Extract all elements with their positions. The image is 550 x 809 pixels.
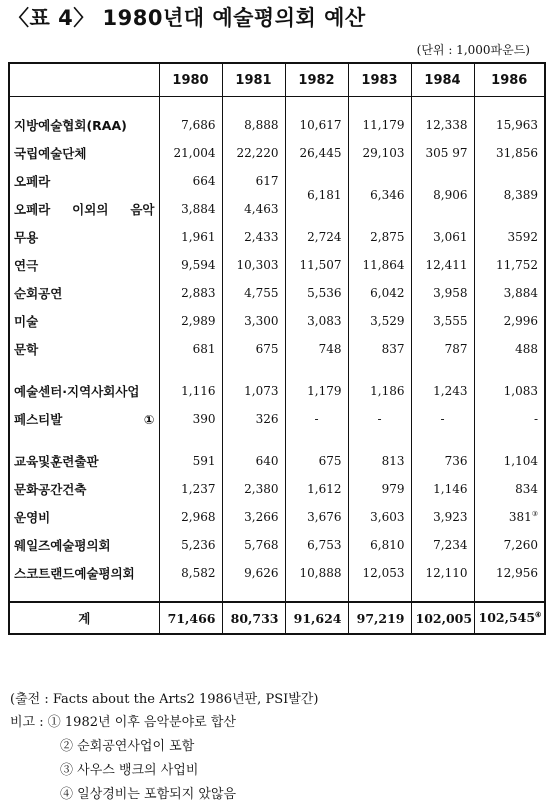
header-row: [9, 63, 545, 97]
table-row: [9, 531, 545, 559]
table-cell: 787: [411, 335, 474, 363]
table-cell: 3,958: [411, 279, 474, 307]
row-label: 무용: [14, 230, 39, 245]
table-row: [9, 307, 545, 335]
table-cell: -: [285, 405, 348, 433]
table-cell: 2,433: [222, 223, 285, 251]
table-cell: 748: [285, 335, 348, 363]
table-cell: 591: [159, 447, 222, 475]
total-cell: 80,733: [222, 602, 285, 634]
cell-value: 102,545: [478, 610, 536, 626]
table-cell: 6,042: [348, 279, 411, 307]
merged-cell: 6,346: [348, 167, 411, 223]
table-cell: 1,612: [285, 475, 348, 503]
table-cell: 6,753: [285, 531, 348, 559]
table-cell: 8,888: [222, 111, 285, 139]
table-cell: 390: [159, 405, 222, 433]
table-cell: 3,923: [411, 503, 474, 531]
merged-cell: 8,906: [411, 167, 474, 223]
header-year: 1981: [222, 63, 285, 97]
table-row: [9, 405, 545, 433]
table-cell: 10,617: [285, 111, 348, 139]
table-cell: 2,989: [159, 307, 222, 335]
table-cell: 488: [474, 335, 545, 363]
table-cell: 3,555: [411, 307, 474, 335]
table-row: [9, 279, 545, 307]
table-cell: 2,380: [222, 475, 285, 503]
table-cell: 1,179: [285, 377, 348, 405]
row-label: 예술센터·지역사회사업: [14, 384, 140, 399]
table-cell: 29,103: [348, 139, 411, 167]
remarks: [10, 711, 236, 807]
row-label: 문학: [14, 342, 39, 357]
row-label: 스코트랜드예술평의회: [14, 566, 135, 581]
table-row: [9, 559, 545, 587]
total-cell: 97,219: [348, 602, 411, 634]
table-cell: 3,884: [474, 279, 545, 307]
table-cell: 3,603: [348, 503, 411, 531]
footnote-marker: ③: [531, 510, 538, 518]
header-year: 1982: [285, 63, 348, 97]
table-cell: 11,179: [348, 111, 411, 139]
table-cell: 7,234: [411, 531, 474, 559]
table-cell: 3,300: [222, 307, 285, 335]
table-cell: 617: [222, 167, 285, 195]
table-cell: 10,888: [285, 559, 348, 587]
remark-item: ④ 일상경비는 포함되지 았않음: [60, 787, 237, 802]
total-cell: 102,005: [411, 602, 474, 634]
table-cell: 813: [348, 447, 411, 475]
spacer-row: [9, 363, 545, 377]
row-label: 지방예술협회(RAA): [14, 118, 127, 133]
total-label: 계: [9, 602, 159, 634]
table-cell: 640: [222, 447, 285, 475]
row-label: 교육및훈련출판: [14, 454, 99, 469]
table-cell: 3,529: [348, 307, 411, 335]
table-cell: 681: [159, 335, 222, 363]
table-cell: 675: [285, 447, 348, 475]
table-cell: 3,884: [159, 195, 222, 223]
table-cell: 1,237: [159, 475, 222, 503]
page-title: 〈표 4〉 1980년대 예술평의회 예산: [8, 6, 366, 30]
table-cell: 305 97: [411, 139, 474, 167]
total-cell: 71,466: [159, 602, 222, 634]
table-row: [9, 111, 545, 139]
spacer-row: [9, 97, 545, 112]
table-row: [9, 223, 545, 251]
row-label: 오페라 이외의 음악: [14, 202, 155, 217]
table-cell: 15,963: [474, 111, 545, 139]
table-cell: 1,146: [411, 475, 474, 503]
table-cell: 12,956: [474, 559, 545, 587]
remarks-prefix: 비고 :: [10, 715, 44, 730]
table-cell: 22,220: [222, 139, 285, 167]
total-cell: 91,624: [285, 602, 348, 634]
table-cell: 8,582: [159, 559, 222, 587]
remark-line: [10, 711, 236, 735]
remark-item: ③ 사우스 뱅크의 사업비: [60, 763, 199, 778]
unit-note: (단위 : 1,000파운드): [416, 43, 530, 57]
table-cell: -: [348, 405, 411, 433]
row-label: 웨일즈예술평의회: [14, 538, 111, 553]
row-label: 운영비: [14, 510, 51, 525]
table-cell: 1,961: [159, 223, 222, 251]
table-cell: 6,810: [348, 531, 411, 559]
table-cell: 7,260: [474, 531, 545, 559]
table-row: [9, 139, 545, 167]
total-cell: [474, 602, 545, 634]
cell-value: 381: [508, 510, 532, 524]
table-cell: 4,463: [222, 195, 285, 223]
table-cell: 664: [159, 167, 222, 195]
table-cell: 1,243: [411, 377, 474, 405]
table-cell: 7,686: [159, 111, 222, 139]
row-label: 문화공간건축: [14, 482, 87, 497]
remark-item: ① 1982년 이후 음악분야로 합산: [47, 715, 236, 730]
remark-item: ② 순회공연사업이 포함: [60, 739, 195, 754]
table-row: [9, 475, 545, 503]
table-cell: 12,411: [411, 251, 474, 279]
table-row: [9, 377, 545, 405]
table-row: [9, 447, 545, 475]
table-cell: 12,053: [348, 559, 411, 587]
table-cell: 5,536: [285, 279, 348, 307]
table-cell: 9,626: [222, 559, 285, 587]
footnote-marker: ④: [535, 610, 542, 620]
table-cell: 4,755: [222, 279, 285, 307]
table-cell: 21,004: [159, 139, 222, 167]
header-year: 1980: [159, 63, 222, 97]
table-cell: 3,676: [285, 503, 348, 531]
table-cell: 1,073: [222, 377, 285, 405]
spacer-row: [9, 433, 545, 447]
table-cell: 2,996: [474, 307, 545, 335]
table-cell: 3,061: [411, 223, 474, 251]
table-cell: 2,875: [348, 223, 411, 251]
table-cell: 326: [222, 405, 285, 433]
table-cell: 837: [348, 335, 411, 363]
row-label: 연극: [14, 258, 39, 273]
header-corner: [9, 63, 159, 97]
table-cell: [474, 503, 545, 531]
budget-table: [8, 62, 546, 635]
row-label: 국립예술단체: [14, 146, 87, 161]
header-year: 1986: [474, 63, 545, 97]
table-cell: 2,883: [159, 279, 222, 307]
table-cell: 10,303: [222, 251, 285, 279]
table-cell: 1,116: [159, 377, 222, 405]
table-cell: 3592: [474, 223, 545, 251]
table-cell: 1,104: [474, 447, 545, 475]
row-label: 오페라: [14, 174, 51, 189]
table-cell: 3,083: [285, 307, 348, 335]
table-cell: 12,110: [411, 559, 474, 587]
table-cell: 1,186: [348, 377, 411, 405]
table-cell: 736: [411, 447, 474, 475]
table-cell: 31,856: [474, 139, 545, 167]
total-row: [9, 602, 545, 634]
table-cell: 5,768: [222, 531, 285, 559]
table-cell: -: [411, 405, 474, 433]
table-cell: 11,752: [474, 251, 545, 279]
table-row: [9, 335, 545, 363]
merged-cell: 8,389: [474, 167, 545, 223]
table-cell: 2,968: [159, 503, 222, 531]
table-cell: 11,507: [285, 251, 348, 279]
table-cell: 11,864: [348, 251, 411, 279]
table-cell: 3,266: [222, 503, 285, 531]
table-cell: 2,724: [285, 223, 348, 251]
table-row: [9, 503, 545, 531]
row-label: 미술: [14, 314, 39, 329]
source-note: (출전 : Facts about the Arts2 1986년판, PSI발간): [10, 692, 319, 707]
table-cell: 12,338: [411, 111, 474, 139]
table-cell: 9,594: [159, 251, 222, 279]
table-cell: 979: [348, 475, 411, 503]
table-cell: 834: [474, 475, 545, 503]
table-cell: 675: [222, 335, 285, 363]
header-year: 1983: [348, 63, 411, 97]
row-label: 순회공연: [14, 286, 63, 301]
header-year: 1984: [411, 63, 474, 97]
table-cell: -: [474, 405, 545, 433]
table-cell: 1,083: [474, 377, 545, 405]
table-cell: 5,236: [159, 531, 222, 559]
table-row: [9, 167, 545, 195]
table-row: [9, 251, 545, 279]
table-cell: 26,445: [285, 139, 348, 167]
row-label: 페스티발①: [14, 412, 155, 427]
spacer-row: [9, 587, 545, 602]
merged-cell: 6,181: [285, 167, 348, 223]
